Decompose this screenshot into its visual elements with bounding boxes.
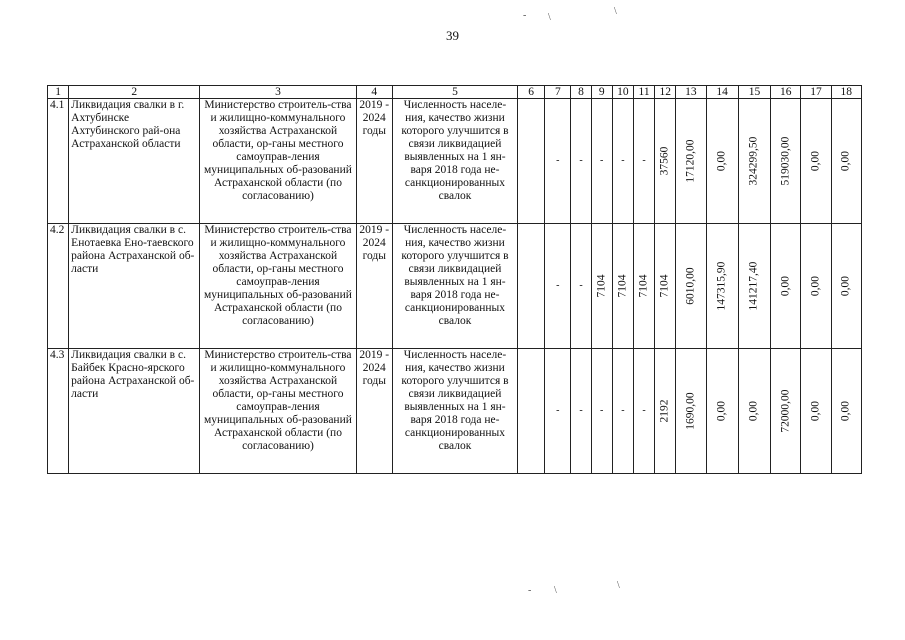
value-cell-14 — [706, 224, 738, 349]
value-cell-6 — [518, 99, 545, 224]
header-cell: 14 — [706, 86, 738, 99]
dash-mark: - — [556, 280, 560, 291]
value-text: 141217,40 — [747, 261, 760, 311]
indicator-cell: Численность населе-ния, качество жизни которого улучшится в связи ликвидацией выявленных на 1 ян-варя 2018 года не-санкционированных свалок — [392, 99, 517, 224]
value-text: 6010,00 — [684, 267, 697, 305]
value-text: 0,00 — [839, 150, 852, 172]
executor-cell: Министерство строитель-ства и жилищно-коммунального хозяйства Астраханской области, ор-ганы местного самоуправ-ления муниципальных об-разований Астраханской области (по согласованию) — [200, 224, 356, 349]
value-cell-16 — [771, 349, 801, 474]
value-cell-8 — [571, 349, 591, 474]
value-cell-8 — [571, 99, 591, 224]
page-number: 39 — [446, 28, 459, 43]
value-cell-9 — [591, 99, 612, 224]
value-cell-12 — [655, 349, 676, 474]
value-cell-18 — [831, 349, 861, 474]
dash-mark: - — [556, 155, 560, 166]
value-text: 72000,00 — [779, 389, 792, 433]
value-cell-7 — [545, 349, 571, 474]
header-row — [48, 86, 862, 99]
value-text: 0,00 — [747, 400, 760, 422]
value-text: 7104 — [637, 274, 650, 298]
header-cell: 5 — [392, 86, 517, 99]
value-cell-15 — [738, 349, 770, 474]
value-cell-7 — [545, 224, 571, 349]
row-number: 4.3 — [48, 349, 69, 474]
value-cell-13 — [676, 349, 706, 474]
dash-mark: - — [600, 155, 604, 166]
value-cell-10 — [612, 349, 633, 474]
value-cell-9 — [591, 224, 612, 349]
period-cell: 2019 - 2024 годы — [356, 349, 392, 474]
scan-speck: - — [528, 585, 532, 596]
dash-mark: - — [621, 405, 625, 416]
value-cell-18 — [831, 99, 861, 224]
value-cell-9 — [591, 349, 612, 474]
measure-name: Ликвидация свалки в г. Ахтубинске Ахтубинского рай-она Астраханской области — [69, 99, 200, 224]
scan-speck: - — [523, 10, 527, 21]
dash-mark: - — [600, 405, 604, 416]
value-text: 147315,90 — [715, 261, 728, 311]
value-cell-18 — [831, 224, 861, 349]
period-cell: 2019 - 2024 годы — [356, 224, 392, 349]
value-cell-13 — [676, 99, 706, 224]
value-cell-17 — [801, 99, 831, 224]
value-cell-17 — [801, 224, 831, 349]
value-text: 17120,00 — [684, 139, 697, 183]
value-cell-12 — [655, 224, 676, 349]
header-cell: 17 — [801, 86, 831, 99]
row-number: 4.1 — [48, 99, 69, 224]
value-text: 1690,00 — [684, 392, 697, 430]
plan-table — [47, 85, 862, 474]
value-cell-14 — [706, 349, 738, 474]
value-cell-12 — [655, 99, 676, 224]
value-text: 2192 — [658, 399, 671, 423]
value-text: 0,00 — [715, 150, 728, 172]
value-cell-13 — [676, 224, 706, 349]
value-cell-10 — [612, 99, 633, 224]
header-cell: 7 — [545, 86, 571, 99]
table-row — [48, 349, 862, 474]
value-text: 0,00 — [809, 150, 822, 172]
dash-mark: - — [556, 405, 560, 416]
value-cell-14 — [706, 99, 738, 224]
value-text: 7104 — [658, 274, 671, 298]
value-cell-11 — [633, 224, 654, 349]
value-text: 7104 — [616, 274, 629, 298]
value-text: 519030,00 — [779, 136, 792, 186]
dash-mark: - — [579, 280, 583, 291]
dash-mark: - — [621, 155, 625, 166]
value-cell-6 — [518, 349, 545, 474]
scan-speck: \ — [614, 6, 617, 17]
header-cell: 16 — [771, 86, 801, 99]
value-cell-6 — [518, 224, 545, 349]
scan-speck: \ — [554, 585, 557, 596]
header-cell: 3 — [200, 86, 356, 99]
value-cell-17 — [801, 349, 831, 474]
value-cell-15 — [738, 99, 770, 224]
executor-cell: Министерство строитель-ства и жилищно-коммунального хозяйства Астраханской области, ор-ганы местного самоуправ-ления муниципальных об-разований Астраханской области (по согласованию) — [200, 349, 356, 474]
dash-mark: - — [642, 405, 646, 416]
value-cell-16 — [771, 224, 801, 349]
header-cell: 1 — [48, 86, 69, 99]
header-cell: 8 — [571, 86, 591, 99]
header-cell: 2 — [69, 86, 200, 99]
value-cell-11 — [633, 99, 654, 224]
header-cell: 15 — [738, 86, 770, 99]
table-row — [48, 99, 862, 224]
value-text: 0,00 — [839, 400, 852, 422]
value-text: 324299,50 — [747, 136, 760, 186]
value-cell-8 — [571, 224, 591, 349]
value-text: 0,00 — [779, 275, 792, 297]
header-cell: 6 — [518, 86, 545, 99]
header-cell: 9 — [591, 86, 612, 99]
period-cell: 2019 - 2024 годы — [356, 99, 392, 224]
value-text: 0,00 — [809, 400, 822, 422]
value-text: 0,00 — [715, 400, 728, 422]
value-text: 0,00 — [839, 275, 852, 297]
indicator-cell: Численность населе-ния, качество жизни которого улучшится в связи ликвидацией выявленных на 1 ян-варя 2018 года не-санкционированных свалок — [392, 349, 517, 474]
dash-mark: - — [642, 155, 646, 166]
header-cell: 12 — [655, 86, 676, 99]
value-cell-15 — [738, 224, 770, 349]
executor-cell: Министерство строитель-ства и жилищно-коммунального хозяйства Астраханской области, ор-ганы местного самоуправ-ления муниципальных об-разований Астраханской области (по согласованию) — [200, 99, 356, 224]
value-cell-16 — [771, 99, 801, 224]
value-cell-10 — [612, 224, 633, 349]
header-cell: 18 — [831, 86, 861, 99]
header-cell: 10 — [612, 86, 633, 99]
value-text: 0,00 — [809, 275, 822, 297]
indicator-cell: Численность населе-ния, качество жизни которого улучшится в связи ликвидацией выявленных на 1 ян-варя 2018 года не-санкционированных свалок — [392, 224, 517, 349]
value-text: 37560 — [658, 146, 671, 176]
value-text: 7104 — [595, 274, 608, 298]
measure-name: Ликвидация свалки в с. Енотаевка Ено-таевского района Астраханской об-ласти — [69, 224, 200, 349]
value-cell-11 — [633, 349, 654, 474]
value-cell-7 — [545, 99, 571, 224]
measure-name: Ликвидация свалки в с. Байбек Красно-ярского района Астраханской об-ласти — [69, 349, 200, 474]
header-cell: 11 — [633, 86, 654, 99]
dash-mark: - — [579, 155, 583, 166]
header-cell: 13 — [676, 86, 706, 99]
dash-mark: - — [579, 405, 583, 416]
scan-speck: \ — [617, 580, 620, 591]
scan-speck: \ — [548, 12, 551, 23]
table-row — [48, 224, 862, 349]
header-cell: 4 — [356, 86, 392, 99]
row-number: 4.2 — [48, 224, 69, 349]
